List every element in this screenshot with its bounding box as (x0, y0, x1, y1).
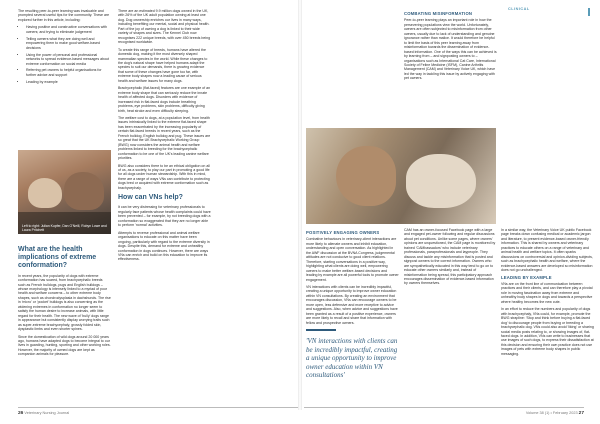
column-1-lower (18, 242, 111, 360)
issue-info: Volume 38 (1) • February 2023 (525, 411, 578, 415)
list-item: • Referring pet owners to helpful organisations for further advice and support (26, 68, 111, 77)
paragraph: Since the domestication of wild dogs around 20 000 years ago, humans have adapted dogs to become integral to our lives in guarding, hunting, sporting and other working roles. However, the majority of owned dogs are kept as companion animals for pleasure. (18, 334, 111, 357)
paragraph: In a similar way, the Veterinary Voice UK public Facebook page breaks down confusing medical or academic jargon and literature, to present evidence-based owner-friendly information. This is shared by owners and veterinary practices to educate others on a range of veterinary and animal health and welfare topics. It often sparks discussions on controversial and opinion-dividing subjects, such as brachycephalic health and welfare, where the evidence-based answers are developed so misinformation does not go unchallenged. (501, 228, 593, 273)
section-tag: CLINICAL (508, 7, 530, 11)
page-gutter (298, 0, 302, 410)
photo-figure (64, 172, 104, 210)
paragraph: VNs are on the front line of communication between practices and their clients, and can therefore play a pivotal role in moving fascination away from extreme and unhealthy body shapes in dogs and towards a perspective where healthy becomes the new cute. (501, 281, 593, 304)
page-number-left: 26 (18, 411, 24, 416)
photo-figure (406, 154, 476, 208)
dog-photo (306, 128, 496, 224)
list-item: • Having positive and constructive conversations with owners; and trying to eliminate judgement (26, 25, 111, 34)
column-5 (501, 228, 594, 359)
paragraph: Combative behaviours in veterinary-client interactions are more likely to alienate owners and inhibit education, understanding and open conversation. As highlighted in the AWF discussion at the BVNA Congress, judgemental attitudes are not conducive to good client relations. Therefore, starting conversations in a positive way, highlighting what clients are doing well, empowering owners to make better welfare-based decisions and leading by example are all powerful tools to promote owner engagement. (306, 237, 399, 282)
pull-quote: 'VN interactions with clients can be incredibly impactful, creating a unique opportunity to improve owner education within VN consultations' (306, 337, 398, 380)
quote-rule (306, 329, 336, 331)
paragraph: BWG also considers there to be an ethical obligation on all of us, as a society, to play our part in promoting a good life for all dogs under human stewardship. With this in mind, there are a range of ways VNs can contribute to protecting dogs bred or acquired with extreme conformation such as brachycephaly. (118, 163, 210, 190)
column-1 (18, 9, 111, 87)
paragraph: VN interactions with clients can be incredibly impactful, creating a unique opportunity to improve owner education within VN consultations. By creating an environment that encourages discussion, VNs can encourage owners to be more open, less defensive and more receptive to advice and suggestions. Also, when advice and suggestions have been granted as a result of a positive experience, owners are more likely to recall and share that information with fellow and prospective owners. (306, 284, 398, 325)
list-item: • Telling owners what they are doing well and empowering them to make good welfare-based decisions (26, 37, 111, 50)
column-2 (118, 9, 211, 265)
section-heading: COMBATING MISINFORMATION (404, 11, 473, 16)
footer-left (18, 411, 69, 416)
paragraph: To create this range of breeds, humans have altered the domestic dog, making it the most diversely shaped mammalian species in the world. While these changes to the dog's natural shape have helped humans adapt the species to suit our demands, there is growing evidence that some of these changes have gone too far, with extreme body shapes now a leading cause of serious health and welfare issues for many dogs. (118, 47, 208, 83)
paragraph: Peer-to-peer learning plays an important role in how the persevering populations view the world. Unfortunately, owners are often subjected to misinformation from other owners, usually due to lack of understanding and genuine ignorance rather than malice. It would therefore be helpful to limit the basis of this peer learning away from misinformation towards the dissemination of evidence-based information. One of the ways this can be achieved is by learning from – and signposting owners to – organisations such as International Cat Care, International Society of Feline Medicine (ISFM), Canine Arthritis Management (CAM) and Veterinary Voice UK, which have led the way in tackling this issue by actively engaging with pet owners. (404, 18, 497, 81)
paragraph: Brachycephalic (flat-faced) features are one example of an extreme body shape that can seriously reduce the innate health of affected dogs. Disorders with evidence of increased risk in flat-faced dogs include breathing problems, eye problems, skin problems, difficulty giving birth, heat stroke and even difficulty sleeping. (118, 86, 211, 113)
section-tag-marker (588, 8, 590, 16)
paragraph: Attempts to reverse professional and animal welfare organisations to educate on this matter have been ongoing, particularly with regard to the extreme diversity in dogs. Despite this, demand for extreme and unhealthy conformation in dogs continues. However, there are ways VNs can enrich and build on this education to improve its effectiveness. (118, 230, 210, 262)
list-item: • Using the power of personal and professional networks to spread evidence-based messages about extreme conformation on social media (26, 53, 111, 66)
tips-list (18, 25, 111, 84)
paragraph: The welfare cost to dogs, at a population level, from health issues intrinsically linked to the extreme flat-faced shape has been exacerbated by the increasing popularity of certain flat-faced breeds in recent years, such as the French bulldog, English bulldog and pug. These issues are so great that the UK Brachycephalic Working Group (BWG) now considers the animal health and welfare problems linked to breeding for the brachycephalic conformation to be one of the UK's leading canine welfare priorities. (118, 115, 211, 161)
section-heading: LEADING BY EXAMPLE (501, 274, 552, 280)
intro-paragraph: The resulting peer-to-peer learning was invaluable and prompted several useful tips for the community. These are explored further in this article, including: (18, 9, 110, 22)
paragraph: In an effort to reduce the numbers and popularity of dogs with brachycephaly, VNs could, for example, promote the BWG strapline: 'Stop and think before buying a flat-faced dog' to discourage people from buying or breeding a brachycephalic dog. VNs could also avoid 'liking' or sharing social media posts relating to, or showing images of, flat-faced dogs. In addition, VNs can write to businesses that use images of such dogs, to express their dissatisfaction at this decision and ensuring their own practice does not use images of pets with extreme body shapes in public messaging. (501, 307, 594, 356)
column-4 (404, 9, 497, 84)
team-photo (18, 150, 111, 234)
journal-name: Veterinary Nursing Journal (24, 411, 70, 415)
paragraph: In recent years, the popularity of dogs with extreme conformation has soared, from brachycephalic breeds such as French bulldogs, pugs and English bulldogs – whose morphology is intensely linked to a myriad of poor health and welfare concerns – to other extreme body shapes, such as chondrodysplasia in dachshunds. The rise in 'micro' or 'pocket' bulldogs is also concerning as the widening extremes in conformation no longer seem to satisfy the human desire to increase animals, with little regard for their health. The new wave of 'bully' dogs range in appearance but consistently display worrying traits such as super-extreme brachycephaly, grossly folded skin, dysplastic limbs and even shorter spines. (18, 273, 111, 332)
section-heading: What are the health implications of extreme conformation? (18, 246, 97, 270)
paragraph: CAM has an owner-focused Facebook page with a large and engaged pet-owner following and regular discussions about pet conditions. Unlike some pages, where owners' opinions are unquestioned, the CAM page is monitored by trained 'CAMbassadors' who include veterinary professionals, paraprofessionals and laypeople. They discuss and tackle any misinformation that is posted and signpost owners to the correct information. Owners who are sympathetically educated in this way tend to go on to educate other owners similarly and, instead of misinformation being spread, this participatory approach encourages dissemination of evidence-based information by owners themselves. (404, 228, 496, 286)
footer-rule-left (18, 407, 298, 408)
page-number-right: 27 (578, 411, 584, 416)
column-3 (306, 228, 399, 380)
photo-caption: Left to right: Julian Kupfer, Dan O'Neill, Robyn Lowe and Laura Pritchett (22, 223, 107, 232)
column-4-lower (404, 228, 497, 289)
photo-figure (28, 178, 62, 208)
photo-figure (336, 146, 396, 206)
list-item: • Leading by example (26, 80, 111, 84)
section-heading: How can VNs help? (118, 194, 183, 202)
paragraph: There are an estimated 9.9 million dogs owned in the UK, with 26% of the UK adult population owning at least one dog. Dog ownership enriches our lives in many ways, including benefiting our mental, social and physical health. Part of the joy of owning a dog is linked to their wide variety of shapes and sizes. The Kennel Club now recognises 222 unique breeds, with over 450 breeds being recognised worldwide. (118, 9, 211, 45)
footer-rule-right (304, 407, 584, 408)
footer-right (526, 411, 584, 416)
paragraph: It can be very distressing for veterinary professionals to regularly face patients whose health complaints could have been prevented – for example, by not breeding dogs with a conformation so exaggerated that they are no longer able to perform 'normal' activities. (118, 205, 211, 228)
section-heading: POSITIVELY ENGAGING OWNERS (306, 230, 380, 235)
